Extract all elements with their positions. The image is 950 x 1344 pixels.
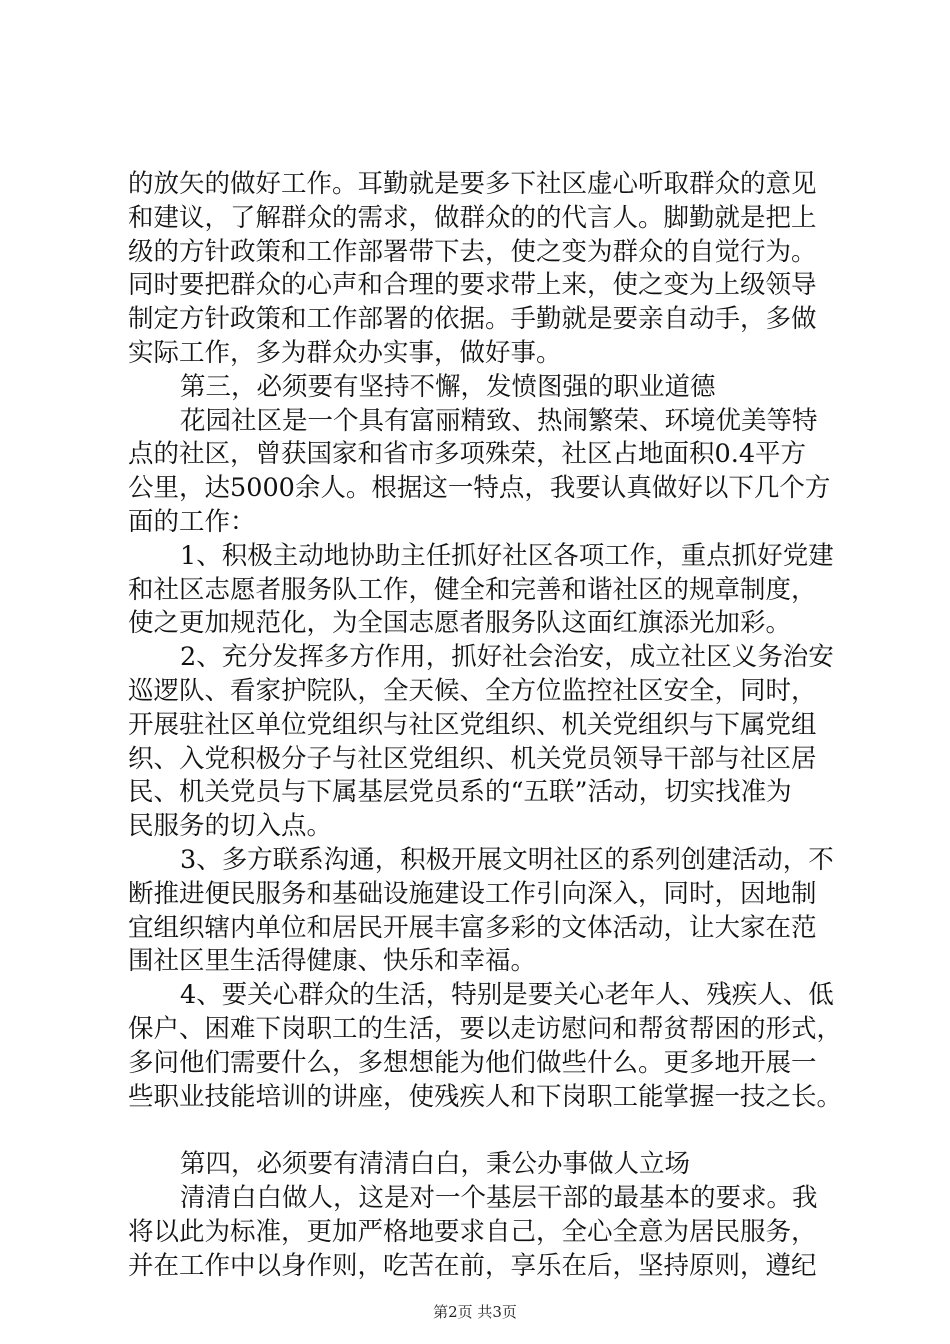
text-line: 和建议，了解群众的需求，做群众的的代言人。脚勤就是把上 (128, 202, 817, 233)
blank-line (128, 1114, 858, 1148)
text-line: 制定方针政策和工作部署的依据。手勤就是要亲自动手，多做 (128, 304, 817, 335)
list-item-line: 2、充分发挥多方作用，抓好社会治安，成立社区义务治安 (180, 642, 834, 673)
list-item-line: 4、要关心群众的生活，特别是要关心老年人、残疾人、低 (180, 980, 834, 1011)
text-line: 点的社区，曾获国家和省市多项殊荣，社区占地面积0.4平方 (128, 439, 807, 470)
document-body (128, 168, 858, 1283)
page-footer: 第2页 共3页 (433, 1303, 517, 1321)
text-line: 花园社区是一个具有富丽精致、热闹繁荣、环境优美等特 (180, 405, 818, 436)
text-line: 和社区志愿者服务队工作，健全和完善和谐社区的规章制度， (128, 574, 817, 605)
text-line: 开展驻社区单位党组织与社区党组织、机关党组织与下属党组 (128, 709, 817, 740)
text-line: 级的方针政策和工作部署带下去，使之变为群众的自觉行为。 (128, 236, 817, 267)
text-line: 面的工作： (128, 506, 256, 537)
list-item-line: 1、积极主动地协助主任抓好社区各项工作，重点抓好党建 (180, 540, 834, 571)
text-line: 断推进便民服务和基础设施建设工作引向深入，同时，因地制 (128, 878, 817, 909)
text-line: 将以此为标准，更加严格地要求自己，全心全意为居民服务， (128, 1216, 817, 1247)
text-line: 使之更加规范化，为全国志愿者服务队这面红旗添光加彩。 (128, 608, 792, 639)
text-line: 巡逻队、看家护院队，全天候、全方位监控社区安全，同时， (128, 675, 817, 706)
text-line: 民服务的切入点。 (128, 811, 333, 842)
text-line: 同时要把群众的心声和合理的要求带上来，使之变为上级领导 (128, 270, 817, 301)
text-line: 实际工作，多为群众办实事，做好事。 (128, 337, 562, 368)
text-line: 公里，达5000余人。根据这一特点，我要认真做好以下几个方 (128, 473, 831, 504)
text-line: 清清白白做人，这是对一个基层干部的最基本的要求。我 (180, 1182, 818, 1213)
text-line: 些职业技能培训的讲座，使残疾人和下岗职工能掌握一技之长。 (128, 1081, 843, 1112)
section-heading: 第三，必须要有坚持不懈，发愤图强的职业道德 (180, 371, 716, 402)
text-line: 围社区里生活得健康、快乐和幸福。 (128, 946, 537, 977)
section-heading: 第四，必须要有清清白白，秉公办事做人立场 (180, 1149, 691, 1180)
text-line: 织、入党积极分子与社区党组织、机关党员领导干部与社区居 (128, 743, 817, 774)
text-line: 并在工作中以身作则，吃苦在前，享乐在后，坚持原则，遵纪 (128, 1250, 817, 1281)
text-line: 保户、困难下岗职工的生活，要以走访慰问和帮贫帮困的形式， (128, 1013, 843, 1044)
text-line: 的放矢的做好工作。耳勤就是要多下社区虚心听取群众的意见 (128, 169, 817, 199)
text-line: 多问他们需要什么，多想想能为他们做些什么。更多地开展一 (128, 1047, 817, 1078)
text-line: 宜组织辖内单位和居民开展丰富多彩的文体活动，让大家在范 (128, 912, 817, 943)
list-item-line: 3、多方联系沟通，积极开展文明社区的系列创建活动，不 (180, 844, 834, 875)
text-line: 民、机关党员与下属基层党员系的“五联”活动，切实找准为 (128, 777, 792, 808)
